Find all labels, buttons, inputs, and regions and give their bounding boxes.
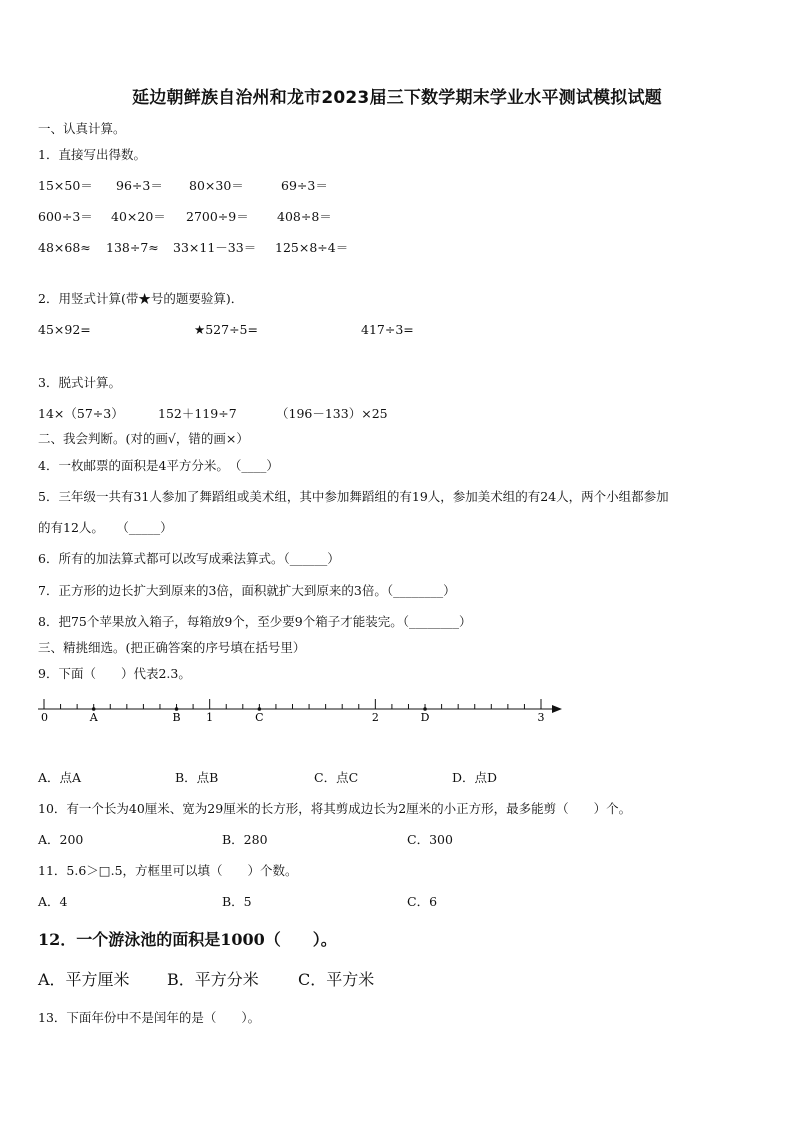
question-2-label: 2．用竖式计算(带★号的题要验算)． bbox=[38, 291, 244, 306]
option-c[interactable]: C．300 bbox=[407, 832, 453, 847]
option-b[interactable]: B．平方分米 bbox=[167, 970, 259, 989]
calc-item: 33×11－33＝ bbox=[173, 240, 257, 255]
point-b-label: B bbox=[172, 711, 181, 724]
step-calc-item: 152＋119÷7 bbox=[158, 406, 237, 421]
question-7: 7．正方形的边长扩大到原来的3倍，面积就扩大到原来的3倍。（________） bbox=[38, 583, 456, 598]
option-b[interactable]: B．点B bbox=[175, 770, 219, 785]
vertical-calc-item: 417÷3= bbox=[361, 322, 414, 337]
question-8: 8．把75个苹果放入箱子，每箱放9个，至少要9个箱子才能装完。（________） bbox=[38, 614, 472, 629]
question-1-label: 1．直接写出得数。 bbox=[38, 147, 146, 162]
section-3-heading: 三、精挑细选。(把正确答案的序号填在括号里） bbox=[38, 640, 306, 655]
section-2-heading: 二、我会判断。(对的画√，错的画×） bbox=[38, 431, 249, 446]
point-c-label: C bbox=[255, 711, 264, 724]
tick-label: 3 bbox=[537, 711, 545, 724]
point-a-label: A bbox=[89, 711, 98, 724]
point-d-label: D bbox=[420, 711, 430, 724]
question-11-label: 11．5.6＞□.5，方框里可以填（ ）个数。 bbox=[38, 863, 298, 878]
calc-item: 2700÷9＝ bbox=[186, 209, 249, 224]
option-a[interactable]: A．平方厘米 bbox=[38, 970, 130, 989]
page-title: 延边朝鲜族自治州和龙市2023届三下数学期末学业水平测试模拟试题 bbox=[132, 88, 662, 108]
option-a[interactable]: A．4 bbox=[38, 894, 68, 909]
question-5-line-2: 的有12人。 （_____） bbox=[38, 520, 173, 535]
option-c[interactable]: C．点C bbox=[314, 770, 359, 785]
tick-label: 1 bbox=[206, 711, 214, 724]
question-5-line-1: 5．三年级一共有31人参加了舞蹈组或美术组，其中参加舞蹈组的有19人，参加美术组的有24人，两个小组都参加 bbox=[38, 489, 669, 504]
question-9-label: 9．下面（ ）代表2.3。 bbox=[38, 666, 191, 681]
calc-item: 96÷3＝ bbox=[116, 178, 163, 193]
calc-item: 138÷7≈ bbox=[106, 240, 159, 255]
calc-item: 40×20＝ bbox=[111, 209, 166, 224]
option-c[interactable]: C．平方米 bbox=[298, 970, 375, 989]
number-line-arrow bbox=[552, 705, 562, 713]
calc-item: 125×8÷4＝ bbox=[275, 240, 349, 255]
option-d[interactable]: D．点D bbox=[452, 770, 498, 785]
calc-item: 15×50＝ bbox=[38, 178, 93, 193]
question-6: 6．所有的加法算式都可以改写成乘法算式。（______） bbox=[38, 551, 340, 566]
question-4: 4．一枚邮票的面积是4平方分米。 （____） bbox=[38, 458, 279, 473]
vertical-calc-item: ★527÷5= bbox=[194, 322, 258, 337]
option-b[interactable]: B．280 bbox=[222, 832, 268, 847]
calc-item: 80×30＝ bbox=[189, 178, 244, 193]
question-3-label: 3．脱式计算。 bbox=[38, 375, 121, 390]
step-calc-item: 14×（57÷3） bbox=[38, 406, 124, 421]
vertical-calc-item: 45×92= bbox=[38, 322, 91, 337]
question-10-label: 10．有一个长为40厘米、宽为29厘米的长方形，将其剪成边长为2厘米的小正方形，最多能剪（ ）个。 bbox=[38, 801, 632, 816]
section-1-heading: 一、认真计算。 bbox=[38, 121, 126, 136]
calc-item: 600÷3＝ bbox=[38, 209, 93, 224]
calc-item: 69÷3＝ bbox=[281, 178, 328, 193]
option-b[interactable]: B．5 bbox=[222, 894, 252, 909]
question-13-label: 13．下面年份中不是闰年的是（ ）。 bbox=[38, 1010, 261, 1025]
step-calc-item: （196－133）×25 bbox=[276, 406, 388, 421]
option-a[interactable]: A．点A bbox=[38, 770, 82, 785]
option-c[interactable]: C．6 bbox=[407, 894, 438, 909]
calc-item: 48×68≈ bbox=[38, 240, 91, 255]
calc-item: 408÷8＝ bbox=[277, 209, 332, 224]
number-line bbox=[0, 690, 794, 730]
tick-label: 2 bbox=[371, 711, 379, 724]
question-12-label: 12．一个游泳池的面积是1000（ ）。 bbox=[38, 930, 337, 949]
tick-label: 0 bbox=[41, 711, 48, 724]
option-a[interactable]: A．200 bbox=[38, 832, 84, 847]
